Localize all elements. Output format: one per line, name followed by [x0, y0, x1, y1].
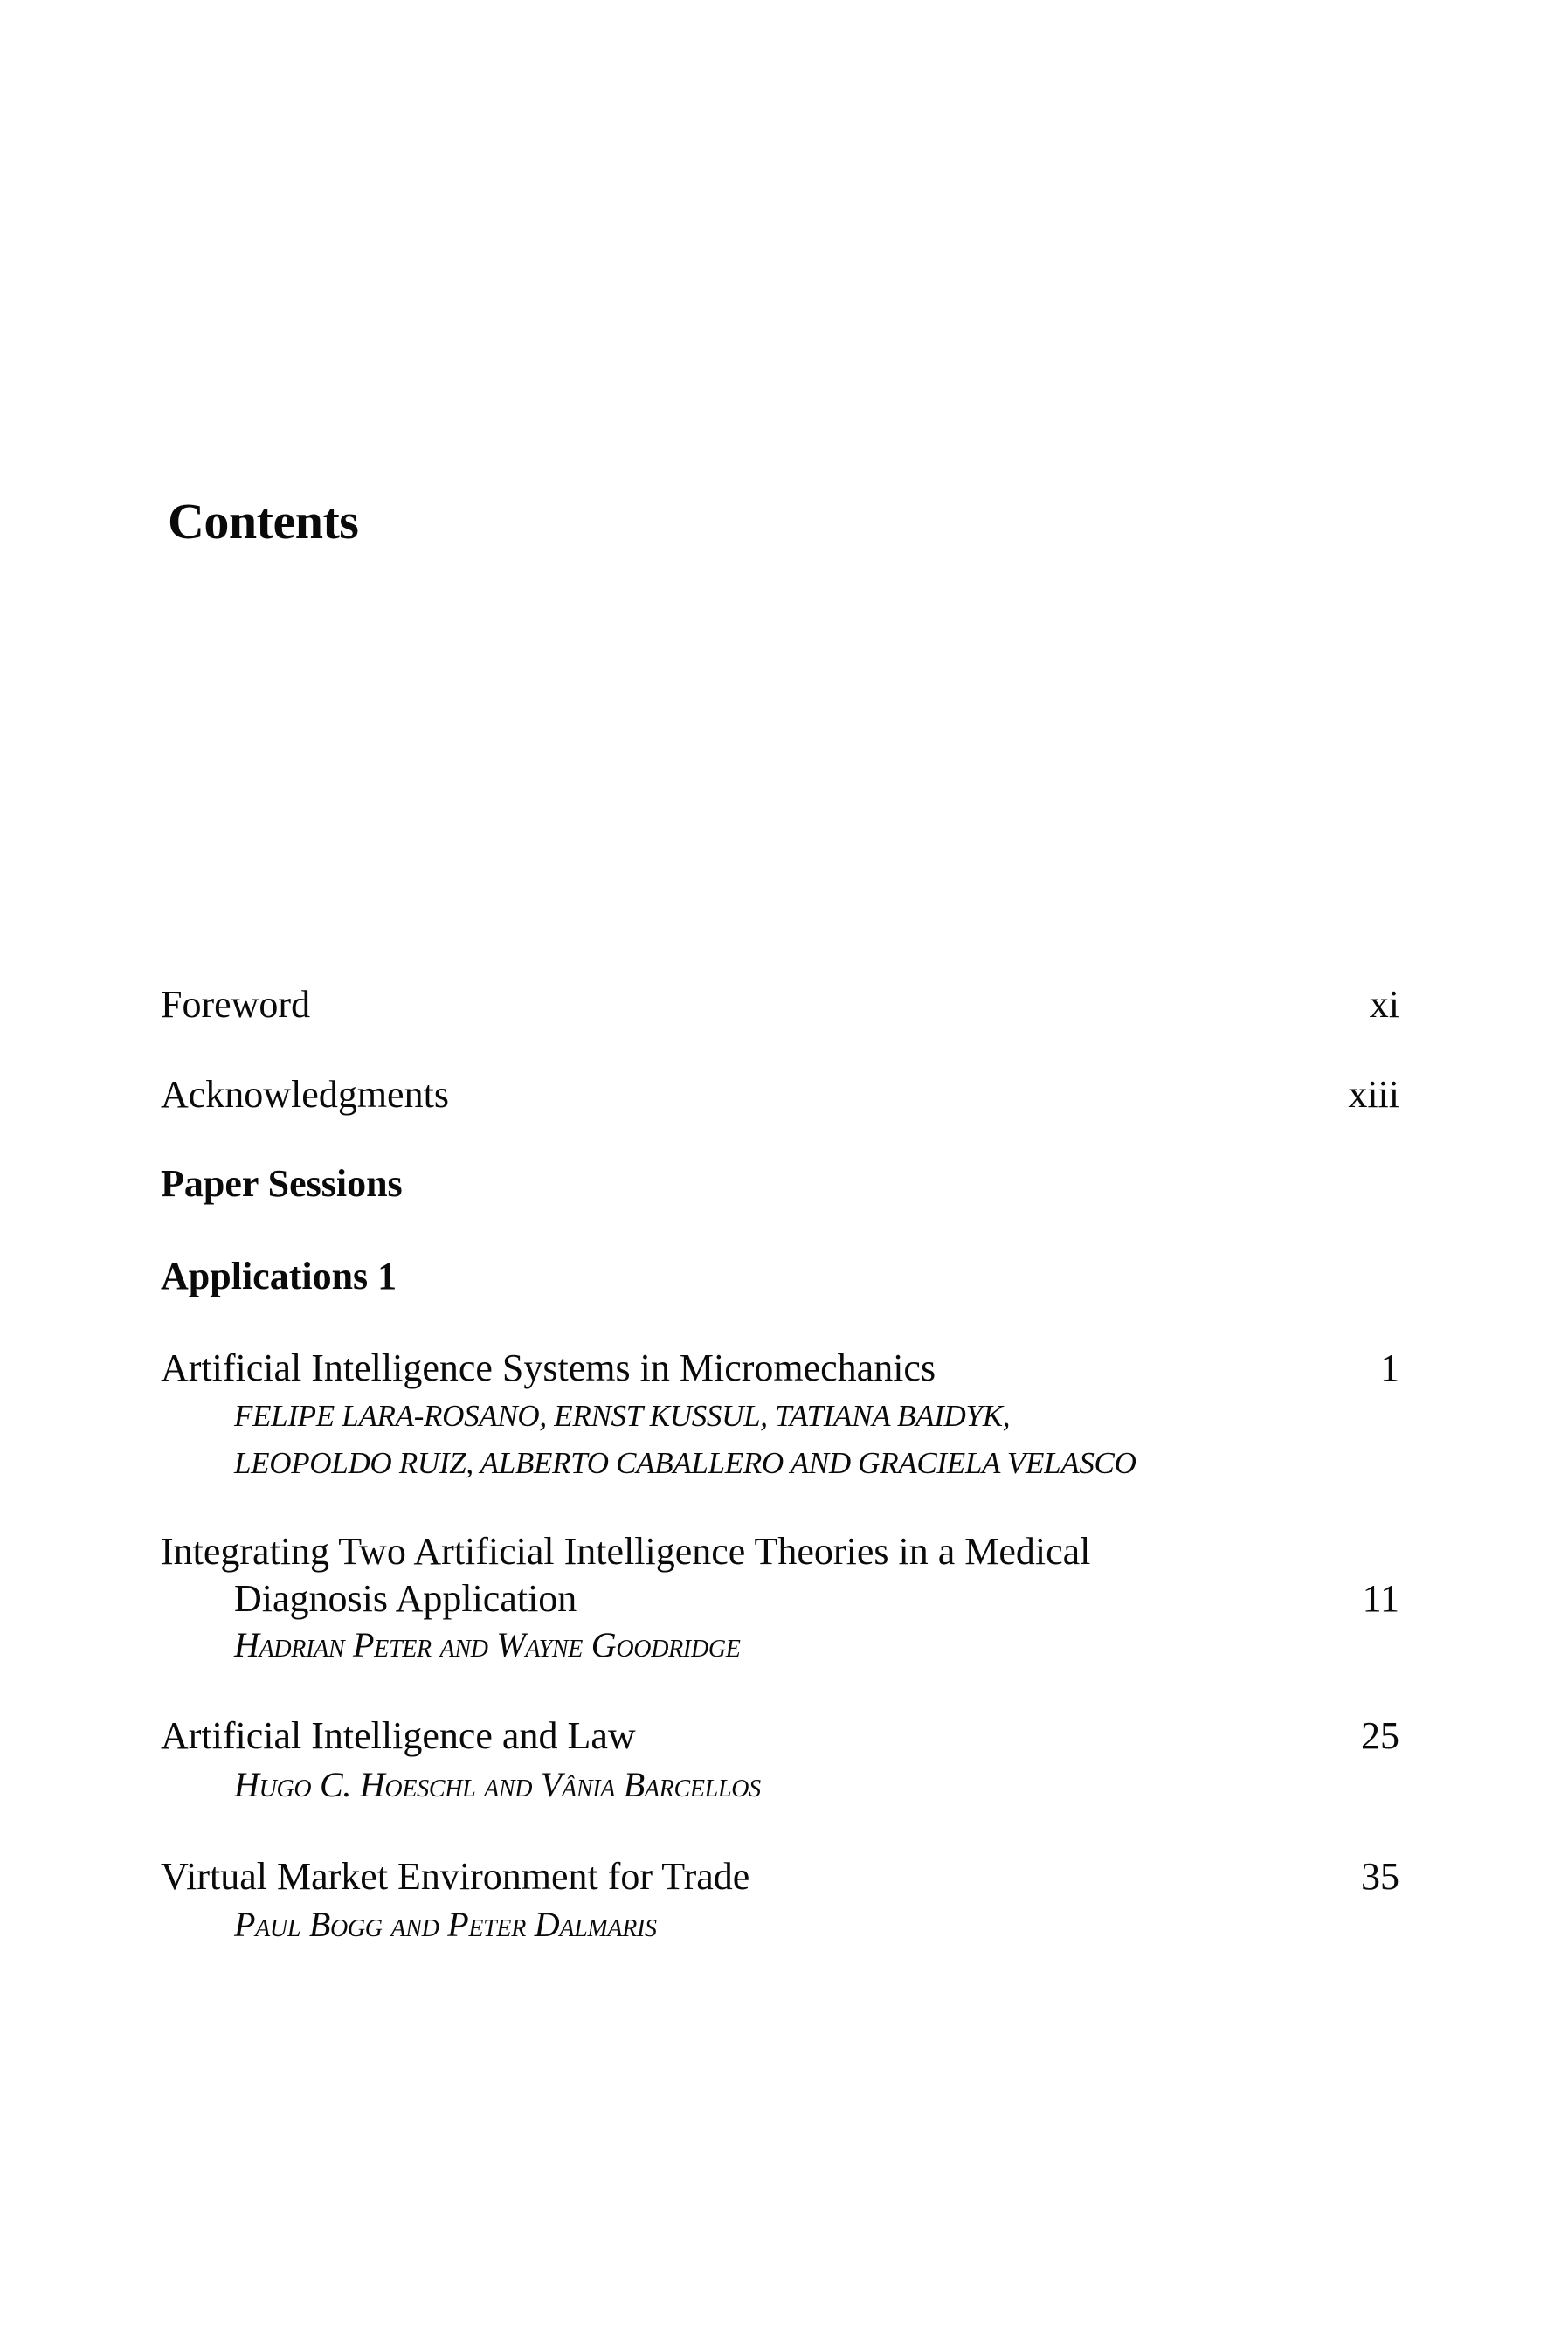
toc-entry-page: xi: [1369, 983, 1399, 1026]
toc-entry-title: Artificial Intelligence and Law: [161, 1714, 636, 1757]
toc-entry-title: Artificial Intelligence Systems in Micromechanics: [161, 1346, 936, 1389]
toc-entry-title: Diagnosis Application: [234, 1577, 577, 1620]
toc-entry-page: xiii: [1348, 1073, 1399, 1116]
toc-entry-authors: LEOPOLDO RUIZ, ALBERTO CABALLERO AND GRACIELA VELASCO: [234, 1446, 1136, 1480]
toc-entry-title: Foreword: [161, 983, 311, 1026]
toc-entry-page: 25: [1361, 1714, 1399, 1757]
toc-entry-authors: Hadrian Peter and Wayne Goodridge: [234, 1625, 741, 1664]
toc-entry-authors: Paul Bogg and Peter Dalmaris: [234, 1905, 657, 1944]
section-heading: Paper Sessions: [161, 1162, 403, 1205]
toc-entry-title: Acknowledgments: [161, 1073, 449, 1116]
toc-entry-page: 1: [1380, 1346, 1399, 1389]
toc-entry-authors: FELIPE LARA-ROSANO, ERNST KUSSUL, TATIANA BAIDYK,: [234, 1399, 1011, 1433]
toc-entry-title: Virtual Market Environment for Trade: [161, 1855, 750, 1898]
toc-entry-page: 35: [1361, 1855, 1399, 1898]
toc-entry-page: 11: [1362, 1577, 1399, 1620]
subsection-heading: Applications 1: [161, 1255, 397, 1297]
toc-entry-title: Integrating Two Artificial Intelligence Theories in a Medical: [161, 1530, 1091, 1573]
toc-entry-authors: Hugo C. Hoeschl and Vânia Barcellos: [234, 1765, 761, 1804]
page-title: Contents: [168, 493, 359, 550]
